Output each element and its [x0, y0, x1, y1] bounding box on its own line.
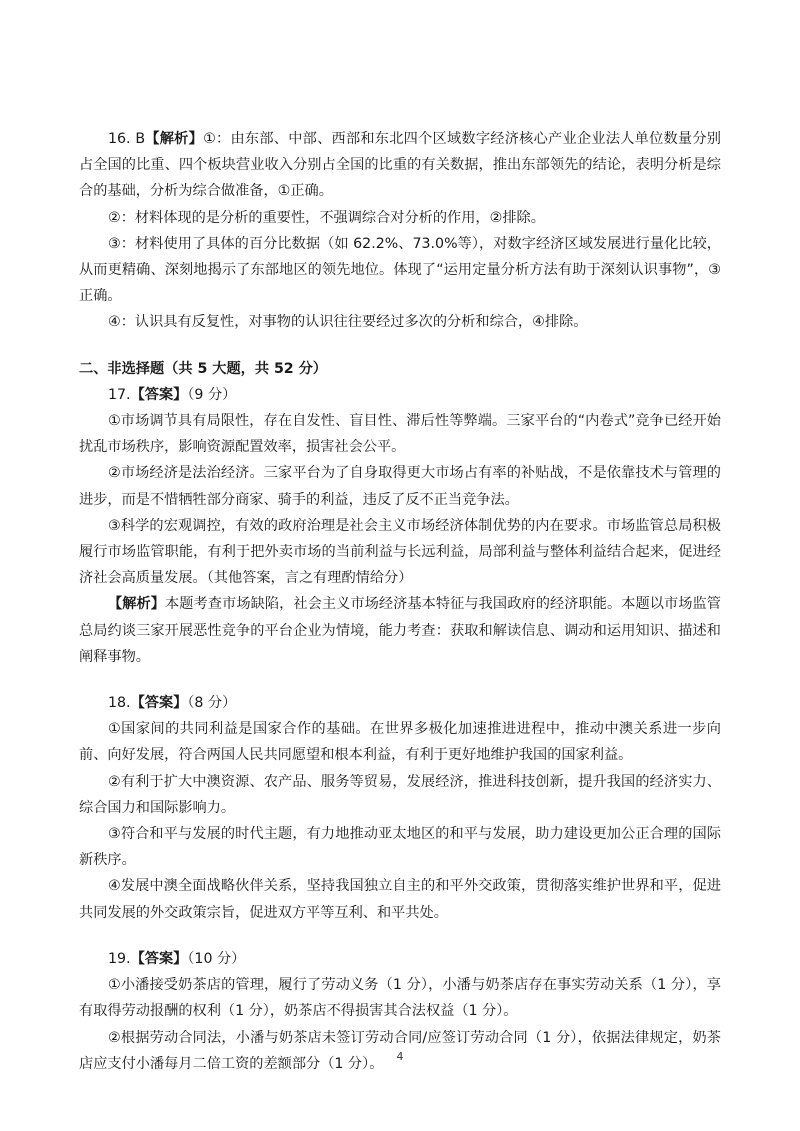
q17-score: （9 分） [187, 386, 237, 403]
page-content [79, 126, 721, 1077]
q19-score: （10 分） [187, 950, 246, 967]
q19-item: ②根据劳动合同法，小潘与奶茶店未签订劳动合同/应签订劳动合同（1 分），依据法律规定，奶茶店应支付小潘每月二倍工资的差额部分（1 分）。 [79, 1029, 721, 1072]
q18-tag: 【答案】 [130, 695, 188, 712]
q17-item: ③科学的宏观调控，有效的政府治理是社会主义市场经济体制优势的内在要求。市场监管总局积极履行市场监管职能，有利于把外卖市场的当前利益与长远利益，局部利益与整体利益结合起来，促进经济社会高质量发展。（其他答案，言之有理酌情给分） [79, 517, 721, 587]
q18-number: 18. [108, 695, 131, 712]
q19-tag: 【答案】 [130, 950, 188, 967]
q17-header [79, 382, 721, 408]
q16-paragraph [79, 126, 721, 205]
question-17 [79, 382, 721, 670]
q18-item: ②有利于扩大中澳资源、农产品、服务等贸易，发展经济，推进科技创新，提升我国的经济实力、综合国力和国际影响力。 [79, 773, 721, 816]
q17-tag: 【答案】 [130, 386, 188, 403]
q16-number: 16. B [108, 131, 146, 147]
q16-tag: 【解析】 [145, 131, 204, 147]
q17-item: ①市场调节具有局限性，存在自发性、盲目性、滞后性等弊端。三家平台的“内卷式”竞争已经开始扰乱市场秩序，影响资源配置效率，损害社会公平。 [79, 413, 721, 456]
q16-item: ④：认识具有反复性，对事物的认识往往要经过多次的分析和综合，④排除。 [108, 314, 588, 331]
q16-item: ②：材料体现的是分析的重要性，不强调综合对分析的作用，②排除。 [108, 209, 545, 226]
q17-number: 17. [108, 386, 131, 403]
q17-analysis-text: 本题考查市场缺陷，社会主义市场经济基本特征与我国政府的经济职能。本题以市场监管总局约谈三家开展恶性竞争的平台企业为情境，能力考查：获取和解读信息、调动和运用知识、描述和阐释事物。 [79, 596, 721, 665]
q19-item: ①小潘接受奶茶店的管理，履行了劳动义务（1 分），小潘与奶茶店存在事实劳动关系（1 分），享有取得劳动报酬的权利（1 分），奶茶店不得损害其合法权益（1 分）。 [79, 977, 721, 1020]
question-16 [79, 126, 721, 336]
q18-header [79, 690, 721, 716]
q19-header [79, 946, 721, 972]
page-number: 4 [396, 1050, 404, 1063]
q18-item: ④发展中澳全面战略伙伴关系，坚持我国独立自主的和平外交政策，贯彻落实维护世界和平，促进共同发展的外交政策宗旨，促进双方平等互利、和平共处。 [79, 878, 721, 921]
q17-item: ②市场经济是法治经济。三家平台为了自身取得更大市场占有率的补贴战，不是依靠技术与管理的进步，而是不惜牺牲部分商家、骑手的利益，违反了反不正当竞争法。 [79, 465, 721, 508]
section-heading: 二、非选择题（共 5 大题，共 52 分） [79, 360, 327, 377]
q18-item: ③符合和平与发展的时代主题，有力地推动亚太地区的和平与发展，助力建设更加公正合理的国际新秩序。 [79, 826, 721, 869]
q18-item: ①国家间的共同利益是国家合作的基础。在世界多极化加速推进进程中，推动中澳关系进一步向前、向好发展，符合两国人民共同愿望和根本利益，有利于更好地维护我国的国家利益。 [79, 721, 721, 764]
q16-item: ③：材料使用了具体的百分比数据（如 62.2%、73.0%等），对数字经济区域发展进行量化比较，从而更精确、深刻地揭示了东部地区的领先地位。体现了“运用定量分析方法有助于深刻认识事物”，③正确。 [79, 235, 721, 305]
q18-score: （8 分） [187, 695, 237, 712]
q19-number: 19. [108, 950, 131, 967]
q16-text: ①：由东部、中部、西部和东北四个区域数字经济核心产业企业法人单位数量分别占全国的比重、四个板块营业收入分别占全国的比重的有关数据，推出东部领先的结论，表明分析是综合的基础，分析为综合做准备，①正确。 [79, 131, 721, 200]
q17-analysis-tag: 【解析】 [108, 596, 166, 613]
question-18 [79, 690, 721, 926]
q17-analysis [79, 591, 721, 670]
